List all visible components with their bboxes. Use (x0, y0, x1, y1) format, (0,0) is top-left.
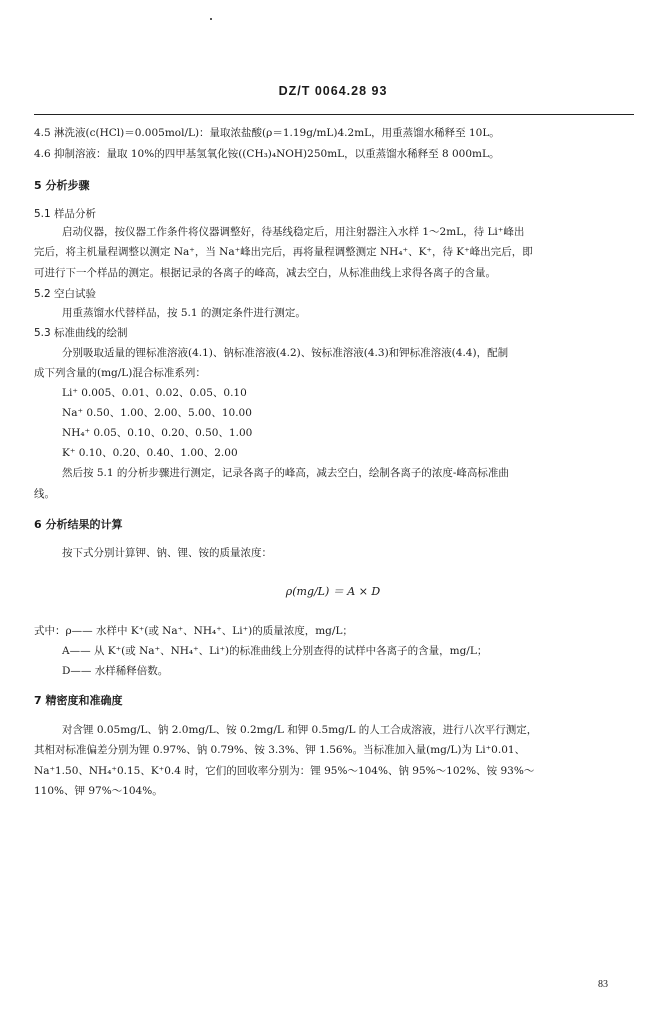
text-line: 用重蒸馏水代替样品，按 5.1 的测定条件进行测定。 (62, 307, 306, 319)
text-line: 然后按 5.1 的分析步骤进行测定，记录各离子的峰高，减去空白，绘制各离子的浓度-峰高标准曲 (62, 467, 509, 479)
text-line: 线。 (34, 488, 55, 500)
text-line: 式中：ρ—— 水样中 K⁺(或 Na⁺、NH₄⁺、Li⁺)的质量浓度，mg/L； (34, 625, 353, 637)
text-line: 4.5 淋洗液(c(HCl)＝0.005mol/L)：量取浓盐酸(ρ＝1.19g/mL)4.2mL，用重蒸馏水稀释至 10L。 (34, 127, 500, 139)
header-rule (34, 114, 634, 115)
text-line: 7 精密度和准确度 (34, 694, 123, 707)
text-line: 成下列含量的(mg/L)混合标准系列： (34, 367, 206, 379)
scan-speck (210, 18, 212, 20)
text-line: 5 分析步骤 (34, 179, 90, 192)
text-line: 分别吸取适量的锂标准溶液(4.1)、钠标准溶液(4.2)、铵标准溶液(4.3)和钾标准溶液(4.4)，配制 (62, 347, 509, 359)
text-line: Na⁺ 0.50、1.00、2.00、5.00、10.00 (62, 407, 252, 419)
text-line: D—— 水样稀释倍数。 (62, 665, 169, 677)
text-line: 对含锂 0.05mg/L、钠 2.0mg/L、铵 0.2mg/L 和钾 0.5mg/L 的人工合成溶液，进行八次平行测定， (62, 724, 538, 736)
text-line: 110%、钾 97%～104%。 (34, 785, 163, 797)
text-line: 启动仪器，按仪器工作条件将仪器调整好，待基线稳定后，用注射器注入水样 1～2mL，待 Li⁺峰出 (62, 226, 525, 238)
page-number: 83 (598, 979, 608, 990)
text-line: 按下式分别计算钾、钠、锂、铵的质量浓度： (62, 547, 272, 559)
text-line: NH₄⁺ 0.05、0.10、0.20、0.50、1.00 (62, 427, 253, 439)
text-line: 6 分析结果的计算 (34, 518, 123, 531)
text-line: 5.2 空白试验 (34, 288, 97, 300)
text-line: A—— 从 K⁺(或 Na⁺、NH₄⁺、Li⁺)的标准曲线上分别查得的试样中各离子的含量，mg/L； (62, 645, 488, 657)
text-line: 完后，将主机量程调整以测定 Na⁺，当 Na⁺峰出完后，再将量程调整测定 NH₄⁺、K⁺，待 K⁺峰出完后，即 (34, 246, 533, 258)
text-line: 5.3 标准曲线的绘制 (34, 327, 128, 339)
text-line: 其相对标准偏差分别为锂 0.97%、钠 0.79%、铵 3.3%、钾 1.56%。当标准加入量(mg/L)为 Li⁺0.01、 (34, 744, 526, 756)
text-line: 5.1 样品分析 (34, 208, 97, 220)
text-line: Li⁺ 0.005、0.01、0.02、0.05、0.10 (62, 387, 247, 399)
text-line: 4.6 抑制溶液：量取 10%的四甲基氢氧化铵((CH₃)₄NOH)250mL，以重蒸馏水稀释至 8 000mL。 (34, 148, 500, 160)
document-header: DZ/T 0064.28 93 (278, 84, 388, 98)
text-line: Na⁺1.50、NH₄⁺0.15、K⁺0.4 时，它们的回收率分别为：锂 95%～104%、钠 95%～102%、铵 93%～ (34, 765, 535, 777)
calculation-formula: ρ(mg/L) ＝ A × D (285, 585, 381, 598)
text-line: 可进行下一个样品的测定。根据记录的各离子的峰高，减去空白，从标准曲线上求得各离子的含量。 (34, 267, 496, 279)
text-line: K⁺ 0.10、0.20、0.40、1.00、2.00 (62, 447, 238, 459)
